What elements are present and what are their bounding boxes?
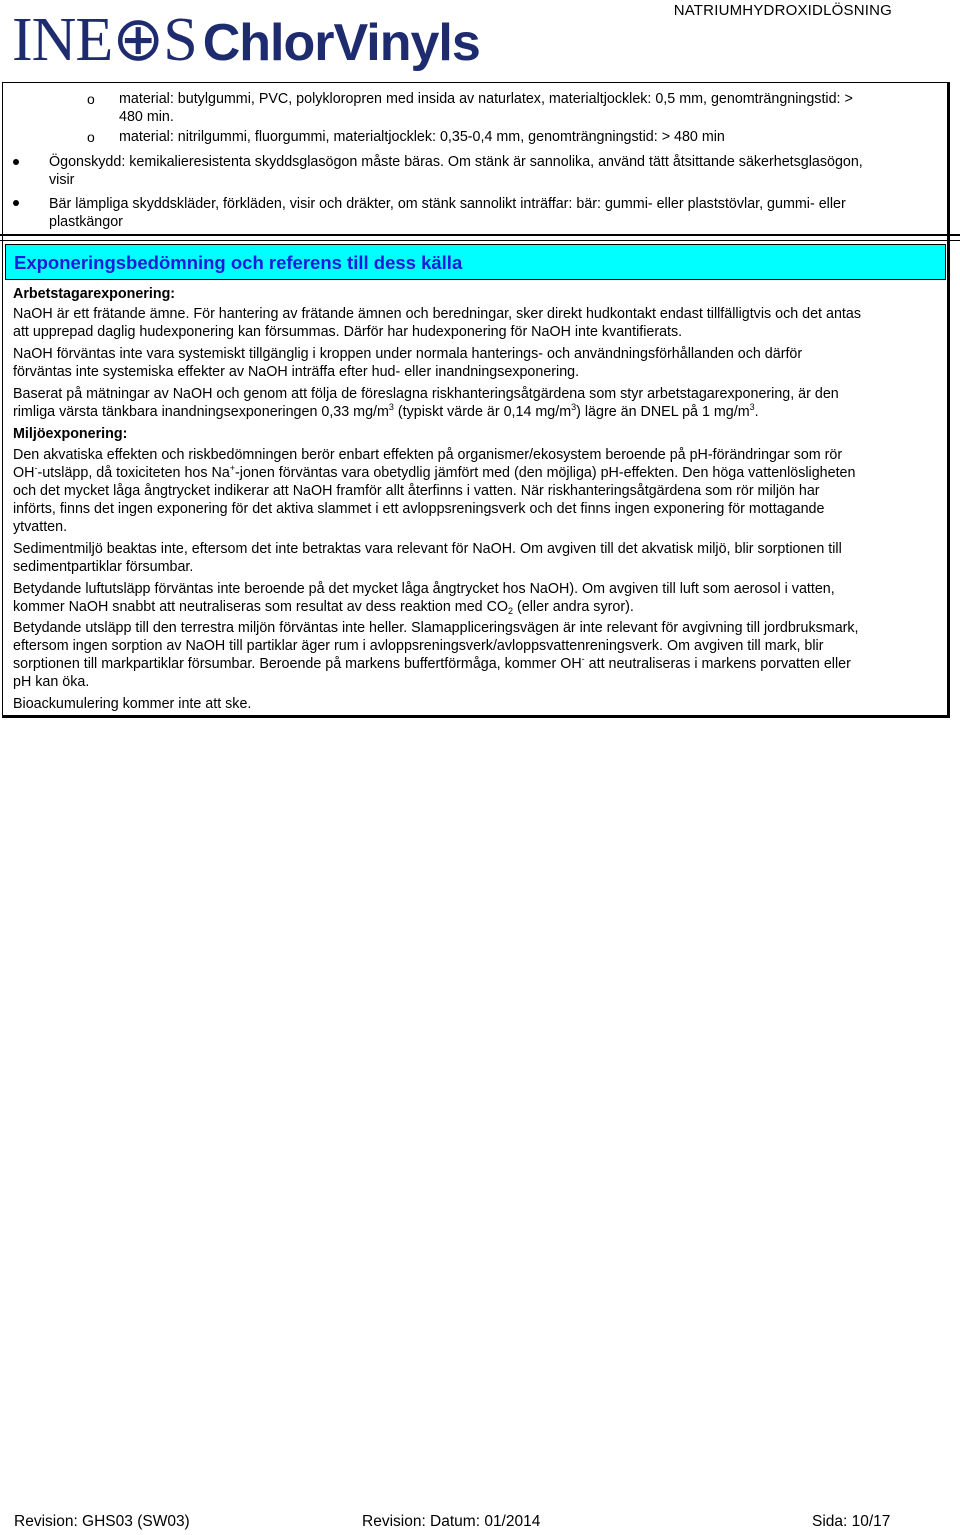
env-text-line: Sedimentmiljö beaktas inte, eftersom det inte betraktas vara relevant för NaOH. Om avgiven till det akvatisk miljö, blir sorptionen till [13, 541, 842, 557]
eye-protection-line-1: Ögonskydd: kemikalieresistenta skyddsglasögon måste bäras. Om stänk är sannolika, använd tätt åtsittande säkerhetsglasögon, [49, 154, 863, 170]
section-divider [0, 234, 960, 236]
glove-material-2: material: nitrilgummi, fluorgummi, materialtjocklek: 0,35-0,4 mm, genomträngningstid: > 480 min [119, 129, 725, 145]
page-number: Sida: 10/17 [812, 1513, 891, 1530]
worker-text-line: att upprepad daglig hudexponering kan försummas. Därför har hudexponering för NaOH inte kvantifierats. [13, 324, 683, 340]
section-divider [0, 240, 960, 241]
env-text-line: ytvatten. [13, 519, 68, 535]
bullet-icon [13, 159, 19, 165]
document-title: NATRIUMHYDROXIDLÖSNING [673, 2, 892, 19]
env-text-line: eftersom ingen sorption av NaOH till partiklar äger rum i avloppsreningsverk/avloppsvattenreningsverk. Om avgiven till mark, blir [13, 638, 824, 654]
revision-date: Revision: Datum: 01/2014 [362, 1513, 541, 1530]
protective-clothing-line-1: Bär lämpliga skyddskläder, förkläden, visir och dräkter, om stänk sannolikt inträffar: bär: gummi- eller plaststövlar, gummi- eller [49, 196, 846, 212]
env-text-line: Bioackumulering kommer inte att ske. [13, 696, 252, 712]
page-header [0, 0, 960, 80]
worker-text-line: förväntas inte systemiska effekter av NaOH inträffa efter hud- eller inandningsexponering. [13, 364, 580, 380]
protective-clothing-line-2: plastkängor [49, 214, 123, 230]
page-footer [0, 1513, 960, 1535]
bullet-icon [13, 200, 19, 206]
section-title: Exponeringsbedömning och referens till dess källa [14, 252, 463, 273]
section-heading-bar [5, 244, 946, 280]
revision-label: Revision: GHS03 (SW03) [14, 1513, 190, 1530]
worker-text-line: Baserat på mätningar av NaOH och genom att följa de föreslagna riskhanteringsåtgärdena som styr arbetstagarexponering, är den [13, 386, 839, 402]
section-divider-edge [948, 236, 960, 244]
env-text-line: och det mycket låga ångtrycket indikerar att NaOH framför allt återfinns i vatten. När riskhanteringsåtgärdena som rör miljön har [13, 483, 820, 499]
environment-exposure-heading: Miljöexponering: [13, 426, 128, 442]
env-text-line: OH--utsläpp, då toxiciteten hos Na+-jonen förväntas vara obetydlig jämfört med (den möjliga) pH-effekten. Den höga vattenlösligheten [13, 463, 856, 481]
logo-ineos-text: INE⊕S [12, 6, 197, 74]
glove-material-1-line-2: 480 min. [119, 109, 174, 125]
env-text-line: Betydande utsläpp till den terrestra miljön förväntas inte heller. Slamappliceringsvägen är inte relevant för avgivning till jordbruksmark, [13, 620, 859, 636]
worker-text-line: NaOH är ett frätande ämne. För hantering av frätande ämnen och beredningar, sker direkt hudkontakt endast tillfälligtvis och det antas [13, 306, 861, 322]
env-text-line: Betydande luftutsläpp förväntas inte beroende på det mycket låga ångtrycket hos NaOH). Om avgiven till luft som aerosol i vatten, [13, 581, 835, 597]
eye-protection-line-2: visir [49, 172, 75, 188]
env-text-line: Den akvatiska effekten och riskbedömningen berör enbart effekten på organismer/ekosystem beroende på pH-förändringar som rör [13, 447, 843, 463]
env-text-line: kommer NaOH snabbt att neutraliseras som resultat av dess reaktion med $CO_2$ (eller andra syror). [13, 599, 634, 616]
env-text-line: pH kan öka. [13, 674, 90, 690]
env-text-line: sedimentpartiklar försumbar. [13, 559, 194, 575]
env-text-line: införts, finns det ingen exponering för det aktiva slammet i ett avloppsreningsverk och det finns ingen exponering för mottagande [13, 501, 825, 517]
glove-material-1-line-1: material: butylgummi, PVC, polykloropren med insida av naturlatex, materialtjocklek: 0,5 mm, genomträngningstid: > [119, 91, 853, 107]
ineos-chlorvinyls-logo [12, 2, 480, 76]
logo-chlorvinyls-text: ChlorVinyls [202, 14, 480, 72]
sub-item-marker: o [87, 91, 95, 107]
worker-text-line: NaOH förväntas inte vara systemiskt tillgänglig i kroppen under normala hanterings- och användningsförhållanden och därför [13, 346, 803, 362]
inhalation-exposure-line: rimliga värsta tänkbara inandningsexponeringen 0,33 $mg/m^3$ (typiskt värde är 0,14 $mg/m^3$) lägre än DNEL på 1 $mg/m^3$. [13, 402, 759, 420]
env-text-line: sorptionen till markpartiklar försumbar. Beroende på markens buffertförmåga, kommer OH- att neutraliseras i markens porvatten eller [13, 654, 851, 672]
worker-exposure-heading: Arbetstagarexponering: [13, 286, 176, 302]
sub-item-marker: o [87, 129, 95, 145]
